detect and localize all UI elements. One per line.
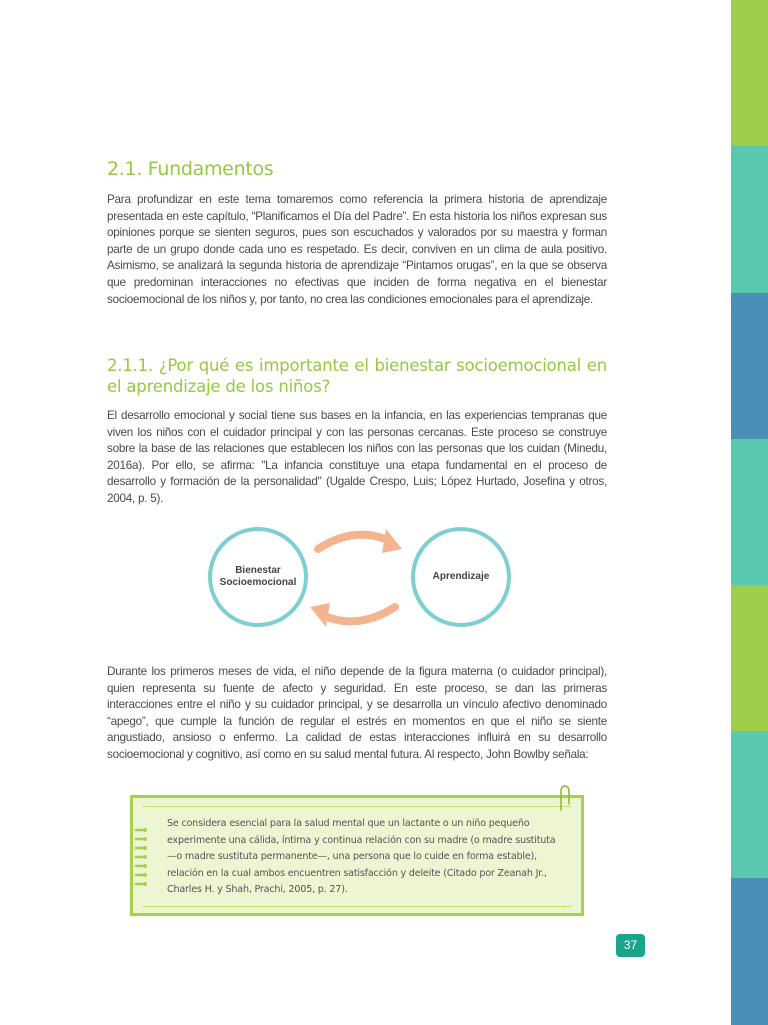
wellbeing-label-line2: Socioemocional xyxy=(219,577,297,588)
side-band-blue xyxy=(731,293,768,440)
side-band-blue xyxy=(731,878,768,1025)
side-band-teal xyxy=(731,146,768,293)
wellbeing-circle xyxy=(208,527,308,627)
paperclip-icon xyxy=(557,784,571,812)
quote-box xyxy=(130,795,584,916)
section-title: 2.1. Fundamentos xyxy=(107,158,274,180)
spiral-binding-icon xyxy=(134,828,148,892)
side-band-lime xyxy=(731,0,768,147)
side-band-teal xyxy=(731,439,768,586)
quote-dotted-line-top xyxy=(143,806,571,807)
learning-label: Aprendizaje xyxy=(432,571,490,582)
page-number: 37 xyxy=(616,934,645,957)
section-paragraph: Para profundizar en este tema tomaremos como referencia la primera historia de aprendizaje presentada en este capítulo, “Planificamos el Día del Padre”. En esta historia los niños expresan sus opiniones porque se sienten seguros, pues son escuchados y valorados por su maestra y forman parte de un grupo donde cada uno es respetado. Es decir, conviven en un clima de aula positivo. Asimismo, se analizará la segunda historia de aprendizaje “Pintamos orugas”, en la que se observa que predominan interacciones no efectivas que inciden de forma negativa en el bienestar socioemocional de los niños y, por tanto, no crea las condiciones emocionales para el aprendizaje. xyxy=(107,193,607,306)
subsection-title: 2.1.1. ¿Por qué es importante el bienestar socioemocional en el aprendizaje de los niños? xyxy=(107,356,607,396)
subsection-paragraph: El desarrollo emocional y social tiene sus bases en la infancia, en las experiencias tempranas que viven los niños con el cuidador principal y con las personas cercanas. Este proceso se construye sobre la base de las relaciones que establecen los niños con las personas que los cuidan (Minedu, 2016a). Por ello, se afirma: "La infancia constituye una etapa fundamental en el proceso de desarrollo y formación de la personalidad" (Ugalde Crespo, Luis; López Hurtado, Josefina y otros, 2004, p. 5). xyxy=(107,409,607,505)
wellbeing-label-line1: Bienestar xyxy=(235,565,281,576)
attachment-paragraph: Durante los primeros meses de vida, el niño depende de la figura materna (o cuidador principal), quien representa su fuente de afecto y seguridad. En este proceso, se dan las primeras interacciones entre el niño y su cuidador principal, y se desarrolla un vínculo afectivo denominado “apego”, que cumple la función de regular el estrés en momentos en que el niño se siente angustiado, ansioso o enfermo. La calidad de estas interacciones influirá en su desarrollo socioemocional y cognitivo, así como en su salud mental futura. Al respecto, John Bowlby señala: xyxy=(107,665,607,761)
quote-text: Se considera esencial para la salud mental que un lactante o un niño pequeño experimente una cálida, íntima y continua relación con su madre (o madre sustituta —o madre sustituta permanente—, una persona que lo cuide en forma estable), relación en la cual ambos encuentren satisfacción y deleite (Citado por Zeanah Jr., Charles H. y Shah, Prachi, 2005, p. 27). xyxy=(167,818,556,896)
side-band-teal xyxy=(731,731,768,878)
cycle-diagram xyxy=(200,525,510,635)
side-band-lime xyxy=(731,585,768,732)
learning-circle xyxy=(411,527,511,627)
quote-dotted-line-bottom xyxy=(143,906,571,907)
